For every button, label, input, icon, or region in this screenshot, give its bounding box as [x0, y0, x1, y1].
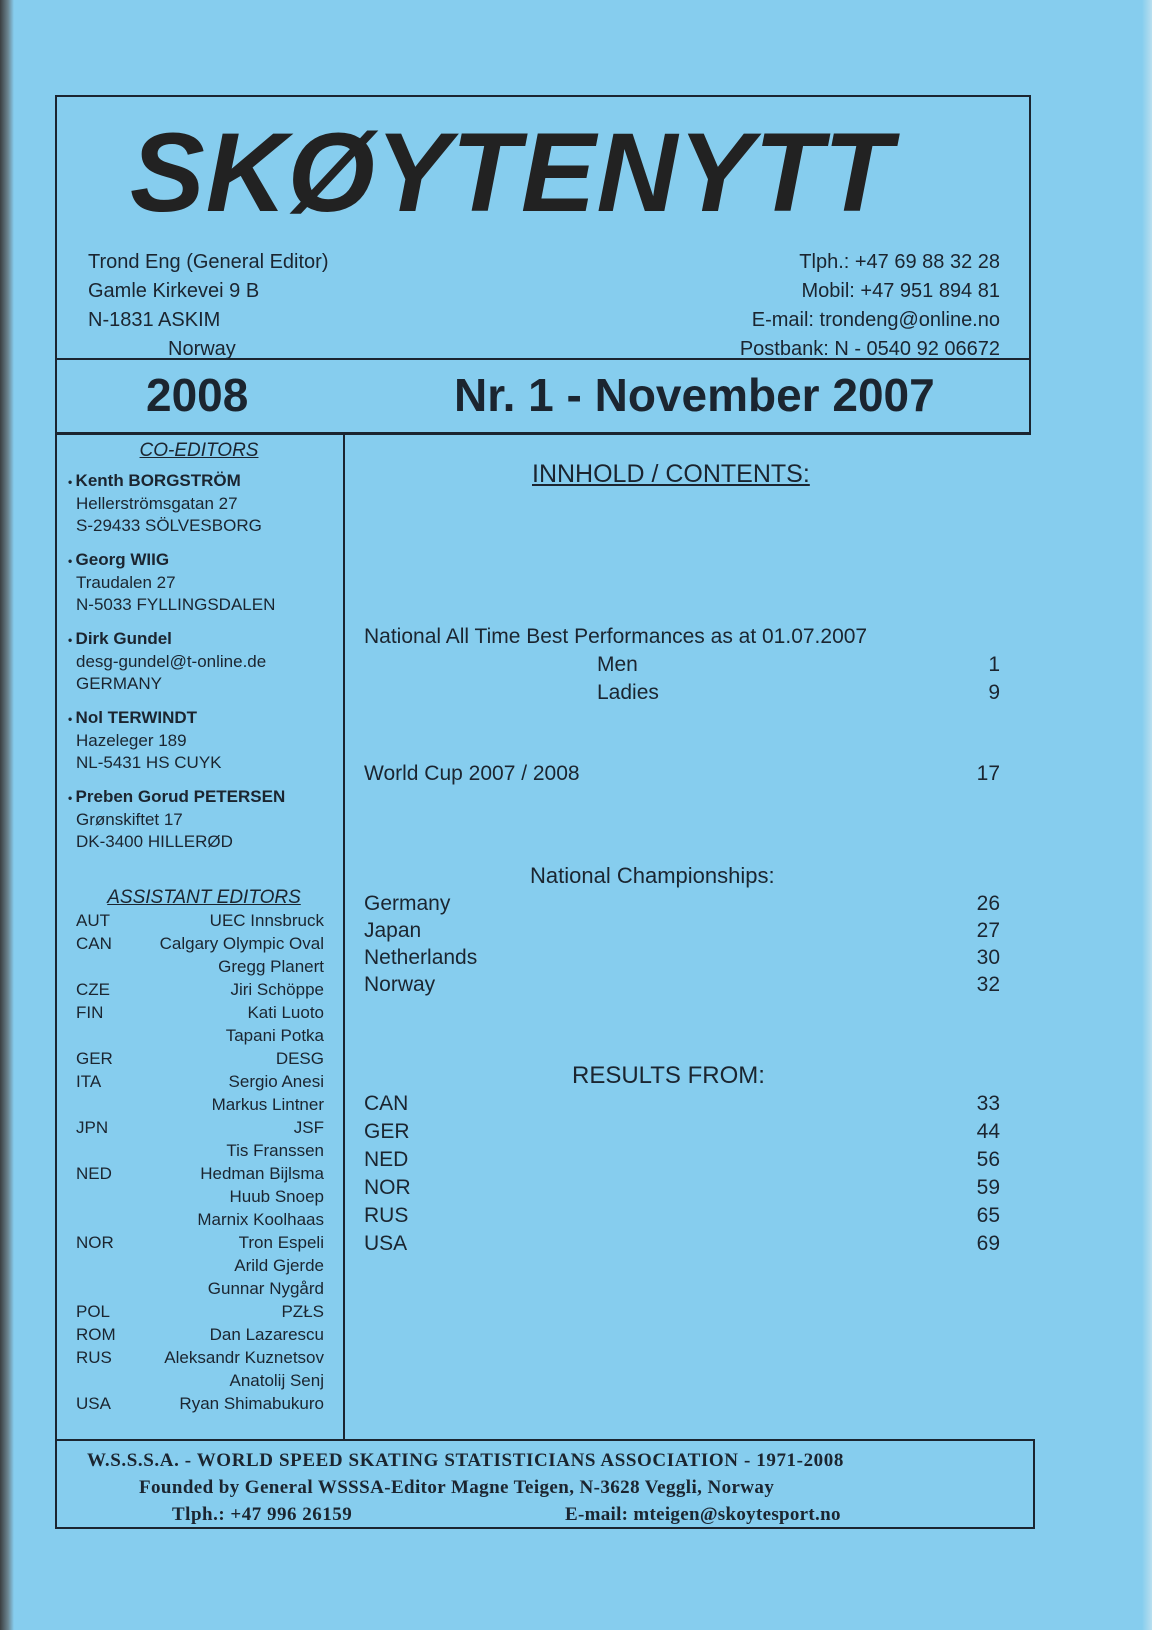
footer-association: W.S.S.S.A. - WORLD SPEED SKATING STATISTICIANS ASSOCIATION - 1971-2008 [87, 1450, 844, 1471]
country-code: USA [76, 1394, 111, 1413]
country-code: AUT [76, 911, 110, 930]
results-page: 69 [976, 1232, 1000, 1255]
national-entry [364, 973, 1000, 997]
national-heading: National Championships: [530, 863, 775, 888]
assistant-editor-name: Tron Espeli [238, 1233, 324, 1252]
results-entry [364, 1092, 1000, 1116]
results-page: 44 [976, 1120, 1000, 1143]
assistant-editor-row [68, 932, 330, 955]
co-editor-line: Hellerströmsgatan 27 [76, 494, 238, 513]
assistant-editor-name: Hedman Bijlsma [200, 1164, 324, 1183]
country-code: NOR [76, 1233, 114, 1252]
assistant-editor-row [68, 1231, 330, 1254]
divider [55, 358, 1031, 360]
editor-postbank: Postbank: N - 0540 92 06672 [739, 338, 1000, 360]
assistant-editor-row [68, 1208, 330, 1231]
assistant-editor-name: Marnix Koolhaas [197, 1210, 324, 1229]
national-label: Norway [364, 973, 436, 996]
country-code: JPN [76, 1118, 109, 1137]
results-entry [364, 1204, 1000, 1228]
assistant-editor-name: Gregg Planert [218, 957, 324, 976]
left-border [55, 434, 57, 1439]
assistant-editor-row [68, 1254, 330, 1277]
issue-number: Nr. 1 - November 2007 [454, 369, 935, 421]
co-editor-line: S-29433 SÖLVESBORG [76, 516, 262, 535]
co-editor-line: Hazeleger 189 [76, 731, 187, 750]
co-editor [68, 549, 330, 616]
assistant-editor-name: Dan Lazarescu [209, 1325, 324, 1344]
assistant-editor-row [68, 1001, 330, 1024]
national-page: 27 [976, 919, 1000, 942]
country-code: ROM [76, 1325, 116, 1344]
editor-phone: Tlph.: +47 69 88 32 28 [799, 251, 1000, 273]
editor-city: N-1831 ASKIM [88, 309, 221, 331]
ladies-page: 9 [988, 681, 1000, 704]
assistant-editor-name: Calgary Olympic Oval [159, 934, 324, 953]
assistant-editor-row [68, 955, 330, 978]
co-editor-line: GERMANY [76, 674, 162, 693]
issue-year: 2008 [146, 369, 249, 421]
editor-address [88, 248, 328, 364]
assistant-editor-row [68, 978, 330, 1001]
co-editor-line: DK-3400 HILLERØD [76, 832, 233, 851]
co-editor-name: • Nol TERWINDT [68, 707, 330, 730]
assistant-editor-row [68, 1116, 330, 1139]
footer-founded: Founded by General WSSSA-Editor Magne Teigen, N-3628 Veggli, Norway [139, 1477, 775, 1498]
assistant-editor-name: Tis Franssen [226, 1141, 324, 1160]
assistant-editor-name: Sergio Anesi [228, 1072, 324, 1091]
assistant-editor-name: Arild Gjerde [234, 1256, 324, 1275]
co-editor-line: Grønskiftet 17 [76, 810, 183, 829]
contents-heading: INNHOLD / CONTENTS: [532, 460, 810, 488]
co-editors-heading: CO-EDITORS [139, 440, 259, 461]
editor-country: Norway [168, 338, 236, 360]
assistant-editor-row [68, 1139, 330, 1162]
assistant-editor-row [68, 1185, 330, 1208]
editor-mobile: Mobil: +47 951 894 81 [801, 280, 1000, 302]
results-label: NOR [364, 1176, 411, 1199]
assistant-editor-name: UEC Innsbruck [209, 911, 324, 930]
results-page: 65 [976, 1204, 1000, 1227]
country-code: ITA [76, 1072, 102, 1091]
results-page: 56 [976, 1148, 1000, 1171]
results-label: RUS [364, 1204, 409, 1227]
results-label: NED [364, 1148, 409, 1171]
co-editor [68, 786, 330, 853]
assistant-editor-name: Ryan Shimabukuro [179, 1394, 324, 1413]
national-entry [364, 892, 1000, 916]
co-editor [68, 628, 330, 695]
assistant-editor-name: JSF [293, 1118, 324, 1137]
results-label: CAN [364, 1092, 409, 1115]
assistant-editor-name: Anatolij Senj [229, 1371, 324, 1390]
editor-name: Trond Eng (General Editor) [88, 251, 329, 273]
divider [55, 432, 1031, 434]
world-cup-page: 17 [976, 762, 1000, 785]
assistant-editor-row [68, 1392, 330, 1415]
assistant-editor-name: Markus Lintner [211, 1095, 324, 1114]
masthead-title: SKØYTENYTT [130, 110, 893, 235]
footer-email: E-mail: mteigen@skoytesport.no [565, 1504, 841, 1525]
national-label: Japan [364, 919, 422, 942]
results-entry [364, 1120, 1000, 1144]
results-entry [364, 1232, 1000, 1256]
assistant-editor-name: PZŁS [281, 1302, 324, 1321]
assistant-editor-row [68, 1300, 330, 1323]
assistant-editor-row [68, 1093, 330, 1116]
results-page: 33 [976, 1092, 1000, 1115]
national-label: Netherlands [364, 946, 478, 969]
co-editor-name: • Dirk Gundel [68, 628, 330, 651]
assistant-editor-row [68, 1346, 330, 1369]
assistant-editor-name: Kati Luoto [247, 1003, 324, 1022]
country-code: POL [76, 1302, 111, 1321]
results-page: 59 [976, 1176, 1000, 1199]
results-label: GER [364, 1120, 410, 1143]
assistant-editor-name: Jiri Schöppe [230, 980, 324, 999]
co-editor-line: Traudalen 27 [76, 573, 176, 592]
assistant-editor-row [68, 1047, 330, 1070]
page-edge [1142, 0, 1152, 1630]
national-page: 30 [976, 946, 1000, 969]
assistant-editor-name: Aleksandr Kuznetsov [164, 1348, 324, 1367]
footer-box [55, 1439, 1035, 1529]
best-performances-entry [364, 625, 1000, 649]
co-editor [68, 707, 330, 774]
assistant-editor-row [68, 1162, 330, 1185]
men-page: 1 [988, 653, 1000, 676]
sidebar [68, 440, 330, 1415]
assistant-editor-row [68, 1323, 330, 1346]
assistant-editor-name: Huub Snoep [229, 1187, 324, 1206]
editor-street: Gamle Kirkevei 9 B [88, 280, 260, 302]
ladies-label: Ladies [597, 681, 659, 704]
national-page: 26 [976, 892, 1000, 915]
results-heading: RESULTS FROM: [572, 1062, 765, 1089]
assistant-editor-name: DESG [275, 1049, 324, 1068]
assistant-editor-name: Tapani Potka [225, 1026, 324, 1045]
country-code: CZE [76, 980, 110, 999]
editor-contact [740, 248, 1000, 364]
co-editor-line: NL-5431 HS CUYK [76, 753, 222, 772]
co-editor-name: • Georg WIIG [68, 549, 330, 572]
column-divider [343, 434, 345, 1439]
country-code: GER [76, 1049, 113, 1068]
assistant-editor-name: Gunnar Nygård [207, 1279, 324, 1298]
results-entry [364, 1148, 1000, 1172]
assistant-editor-row [68, 1369, 330, 1392]
footer-phone: Tlph.: +47 996 26159 [172, 1504, 353, 1525]
national-entry [364, 919, 1000, 943]
co-editor [68, 470, 330, 537]
assistant-editor-row [68, 909, 330, 932]
country-code: NED [76, 1164, 112, 1183]
national-page: 32 [976, 973, 1000, 996]
co-editor-line: desg-gundel@t-online.de [76, 652, 267, 671]
co-editor-name: • Kenth BORGSTRÖM [68, 470, 330, 493]
assistant-editor-row [68, 1070, 330, 1093]
best-performances-label: National All Time Best Performances as at 01.07.2007 [364, 625, 868, 648]
world-cup-entry [364, 762, 1000, 786]
co-editor-line: N-5033 FYLLINGSDALEN [76, 595, 276, 614]
results-label: USA [364, 1232, 408, 1255]
world-cup-label: World Cup 2007 / 2008 [364, 762, 580, 785]
national-entry [364, 946, 1000, 970]
editor-email: E-mail: trondeng@online.no [751, 309, 1000, 331]
country-code: RUS [76, 1348, 112, 1367]
national-label: Germany [364, 892, 451, 915]
spine-edge [0, 0, 14, 1630]
country-code: CAN [76, 934, 112, 953]
assistant-editor-row [68, 1277, 330, 1300]
assistant-editor-row [68, 1024, 330, 1047]
country-code: FIN [76, 1003, 104, 1022]
assistant-editors-heading: ASSISTANT EDITORS [107, 887, 301, 908]
results-entry [364, 1176, 1000, 1200]
men-label: Men [597, 653, 638, 676]
co-editor-name: • Preben Gorud PETERSEN [68, 786, 330, 809]
